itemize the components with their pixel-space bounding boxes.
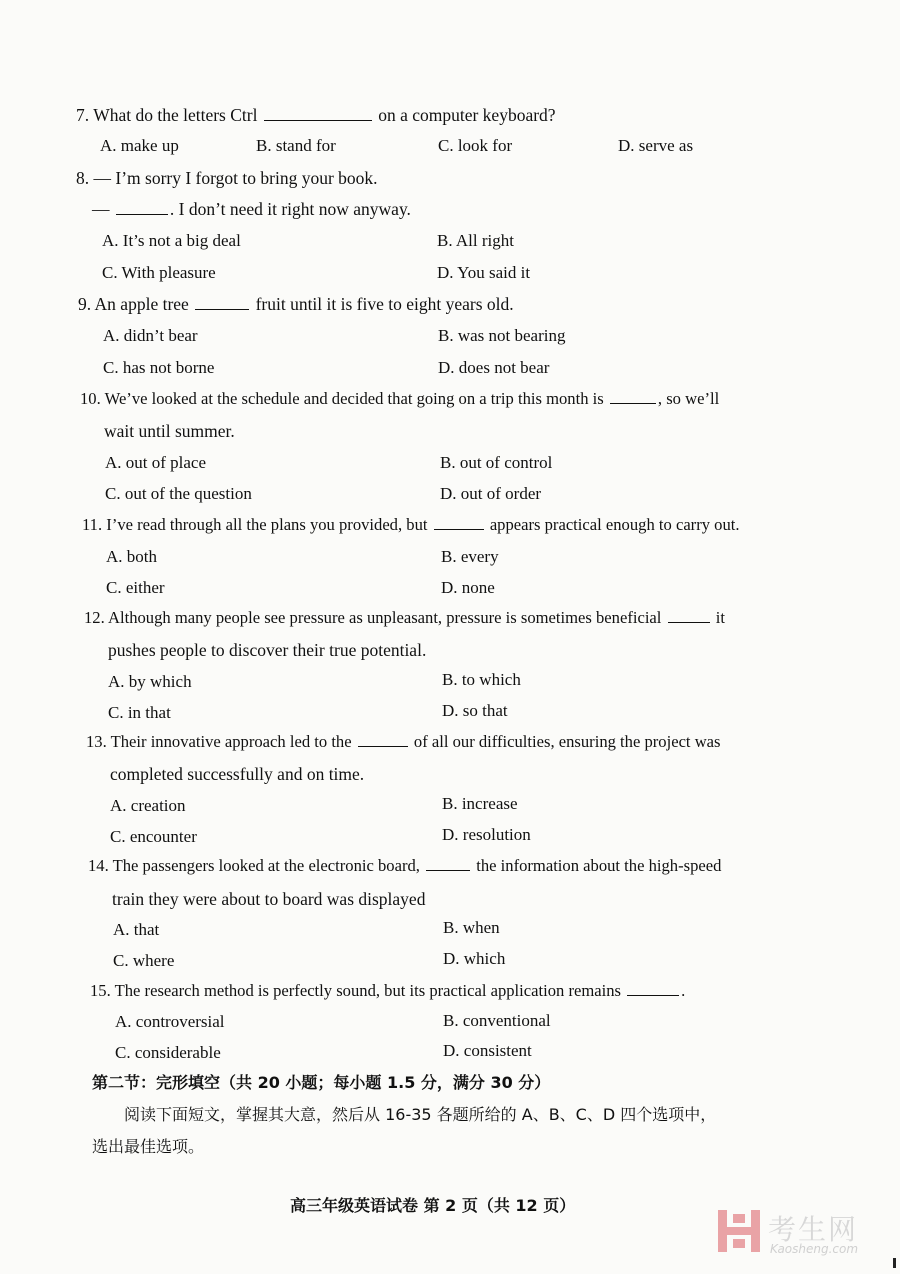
answer-blank	[668, 608, 710, 623]
q10-option-c: C. out of the question	[105, 484, 252, 503]
q15-option-b: B. conventional	[443, 1011, 551, 1030]
q7-option-a: A. make up	[100, 136, 179, 155]
q8-option-a: A. It’s not a big deal	[102, 231, 241, 250]
answer-blank	[426, 856, 470, 871]
answer-blank	[195, 295, 249, 310]
q11-option-d: D. none	[441, 578, 495, 597]
q13-option-d: D. resolution	[442, 825, 531, 844]
q12-option-b: B. to which	[442, 670, 521, 689]
q9-option-a: A. didn’t bear	[103, 326, 198, 345]
q8-option-c: C. With pleasure	[102, 263, 216, 282]
watermark-url: Kaosheng.com	[770, 1242, 859, 1256]
q14-option-c: C. where	[113, 951, 175, 970]
q11-option-c: C. either	[106, 578, 165, 597]
q7-option-d: D. serve as	[618, 136, 694, 155]
question-12-line2: pushes people to discover their true potential.	[108, 640, 427, 660]
question-11: 11. I’ve read through all the plans you provided, but appears practical enough to carry out.	[82, 515, 740, 534]
answer-blank	[434, 515, 484, 530]
q12-option-d: D. so that	[442, 701, 508, 720]
q10-option-d: D. out of order	[440, 484, 542, 503]
section-2-instruction: 阅读下面短文，掌握其大意，然后从 16-35 各题所给的 A、B、C、D 四个选项中，	[124, 1105, 717, 1124]
q10-option-b: B. out of control	[440, 453, 553, 472]
answer-blank	[627, 981, 679, 996]
question-14: 14. The passengers looked at the electronic board, the information about the high-speed	[88, 856, 722, 875]
section-2-title: 第二节：完形填空（共 20 小题；每小题 1.5 分，满分 30 分）	[92, 1073, 551, 1092]
watermark-name: 考生网	[768, 1213, 859, 1246]
scan-edge-mark	[893, 1258, 896, 1268]
question-10-line2: wait until summer.	[104, 421, 235, 441]
q8-option-b: B. All right	[437, 231, 514, 250]
question-8: 8. — I’m sorry I forgot to bring your book.	[76, 168, 378, 188]
question-15: 15. The research method is perfectly sound, but its practical application remains .	[90, 981, 686, 1000]
q11-option-b: B. every	[441, 547, 499, 566]
q13-option-c: C. encounter	[110, 827, 197, 846]
q15-option-d: D. consistent	[443, 1041, 532, 1060]
q8-option-d: D. You said it	[437, 263, 531, 282]
question-14-line2: train they were about to board was displayed	[112, 889, 426, 909]
q12-option-c: C. in that	[108, 703, 171, 722]
question-10: 10. We’ve looked at the schedule and decided that going on a trip this month is , so we’ll	[80, 389, 720, 408]
q13-option-a: A. creation	[110, 796, 186, 815]
question-12: 12. Although many people see pressure as unpleasant, pressure is sometimes beneficial it	[84, 608, 725, 627]
q15-option-c: C. considerable	[115, 1043, 221, 1062]
q7-option-b: B. stand for	[256, 136, 336, 155]
q12-option-a: A. by which	[108, 672, 192, 691]
q9-option-b: B. was not bearing	[438, 326, 566, 345]
answer-blank	[358, 732, 408, 747]
q14-option-a: A. that	[113, 920, 160, 939]
question-8-reply: — . I don’t need it right now anyway.	[92, 199, 411, 219]
page-footer: 高三年级英语试卷 第 2 页（共 12 页）	[290, 1196, 576, 1215]
answer-blank	[264, 106, 372, 121]
answer-blank	[116, 200, 168, 215]
q14-option-d: D. which	[443, 949, 506, 968]
question-7: 7. What do the letters Ctrl on a computer keyboard?	[76, 105, 556, 125]
question-13-line2: completed successfully and on time.	[110, 764, 365, 784]
q13-option-b: B. increase	[442, 794, 518, 813]
q15-option-a: A. controversial	[115, 1012, 225, 1031]
q9-option-d: D. does not bear	[438, 358, 550, 377]
q9-option-c: C. has not borne	[103, 358, 215, 377]
question-13: 13. Their innovative approach led to the of all our difficulties, ensuring the project was	[86, 732, 721, 751]
q10-option-a: A. out of place	[105, 453, 207, 472]
kaosheng-logo-icon	[718, 1210, 760, 1252]
q7-option-c: C. look for	[438, 136, 513, 155]
q14-option-b: B. when	[443, 918, 500, 937]
q11-option-a: A. both	[106, 547, 157, 566]
question-9: 9. An apple tree fruit until it is five to eight years old.	[78, 294, 514, 314]
answer-blank	[610, 389, 656, 404]
section-2-instruction-line2: 选出最佳选项。	[92, 1137, 205, 1156]
watermark	[718, 1208, 886, 1260]
